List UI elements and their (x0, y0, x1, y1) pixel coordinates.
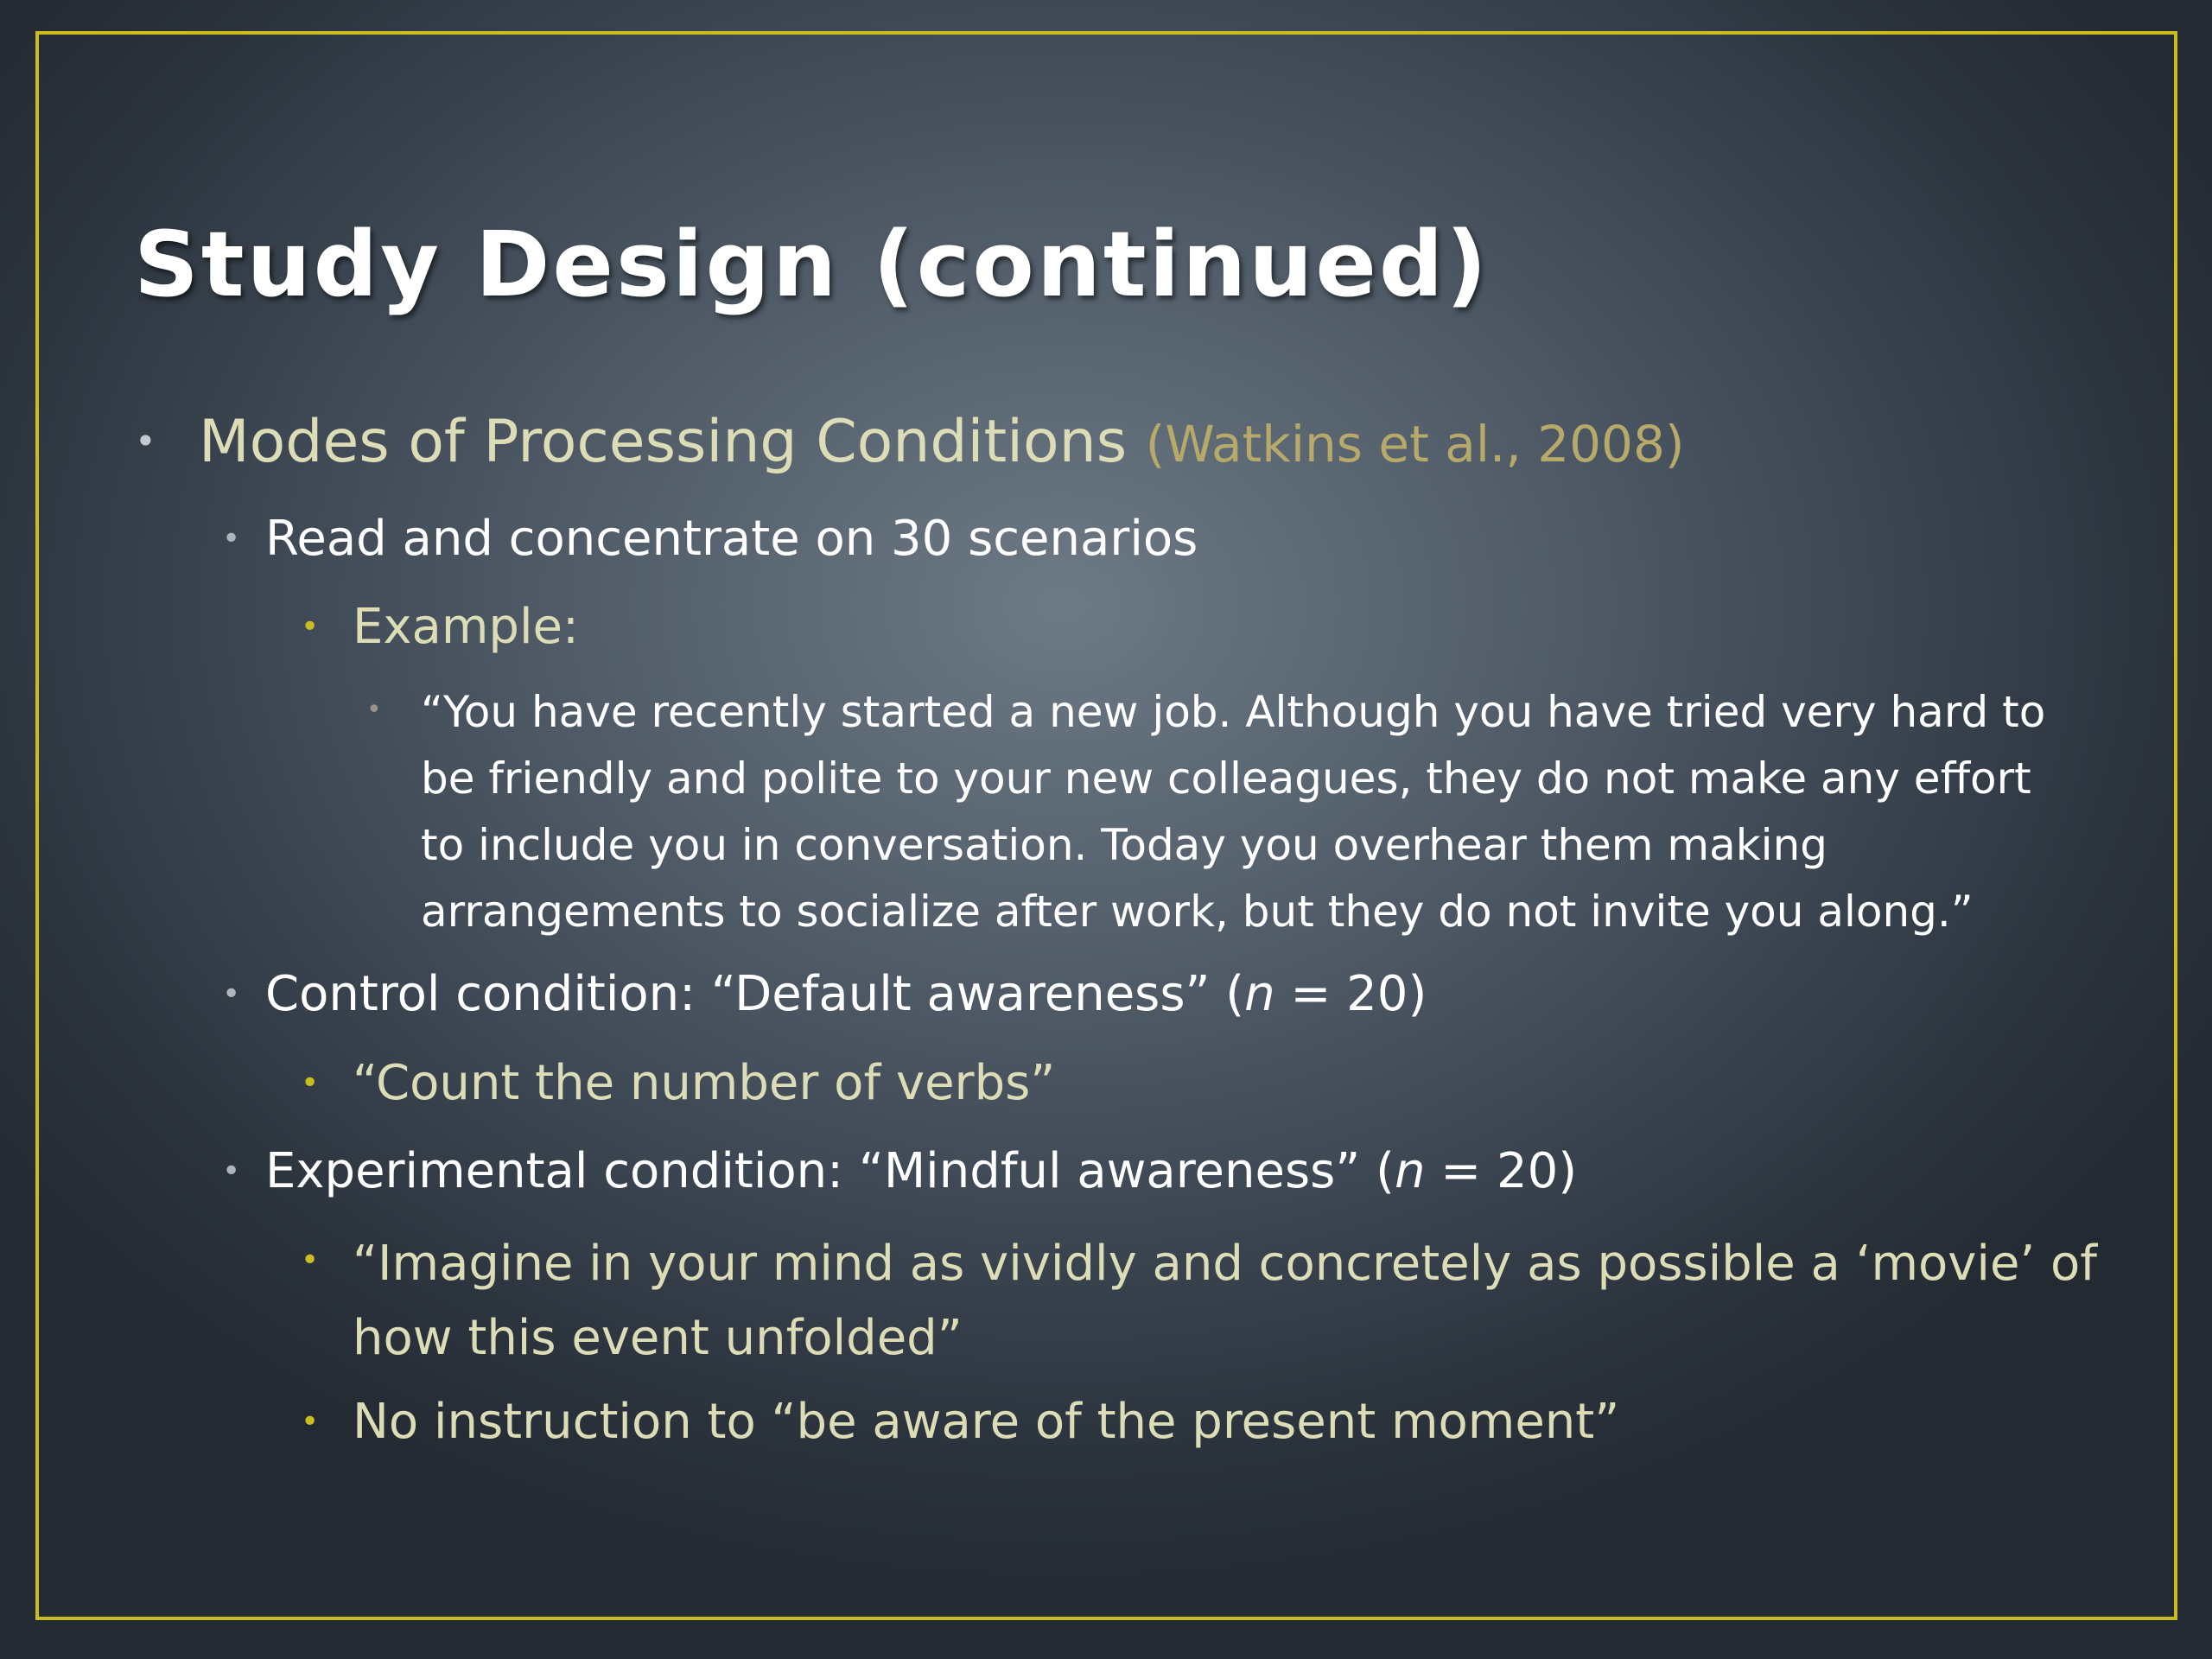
bullet-text (265, 1143, 1577, 1199)
quote-line: be friendly and polite to your new colleagues, they do not make any effort (421, 753, 2031, 804)
condition-label: Control condition: “Default awareness” ( (265, 966, 1245, 1022)
bullet-text (199, 408, 1684, 476)
bullet-dot-icon: • (301, 1065, 320, 1101)
bullet-text (265, 966, 1427, 1022)
bullet-dot-icon: • (366, 695, 382, 725)
bullet-dot-icon: • (222, 1154, 241, 1189)
bullet-dot-icon: • (222, 521, 241, 556)
sample-size-symbol: n (1244, 966, 1275, 1022)
quote-line: to include you in conversation. Today you overhear them making (421, 820, 1828, 870)
condition-label: Experimental condition: “Mindful awareness” ( (265, 1143, 1395, 1199)
slide-title: Study Design (continued) (134, 212, 1490, 317)
citation: (Watkins et al., 2008) (1145, 415, 1685, 474)
bullet-line: how this event unfolded” (353, 1310, 963, 1366)
bullet-dot-icon: • (301, 609, 320, 645)
bullet-dot-icon: • (222, 976, 241, 1012)
bullet-text: No instruction to “be aware of the present moment” (353, 1394, 1620, 1450)
bullet-dot-icon: • (135, 420, 156, 462)
bullet-dot-icon: • (301, 1243, 320, 1278)
bullet-line: “Imagine in your mind as vividly and concretely as possible a ‘movie’ of (353, 1236, 2097, 1292)
sample-size-value: = 20) (1425, 1143, 1578, 1199)
bullet-text: “Count the number of verbs” (353, 1055, 1056, 1111)
quote-line: “You have recently started a new job. Although you have tried very hard to (421, 687, 2046, 737)
bullet-dot-icon: • (301, 1404, 320, 1440)
scenario-quote (421, 679, 2045, 945)
sample-size-value: = 20) (1274, 966, 1427, 1022)
bullet-text: Example: (353, 599, 579, 655)
quote-line: arrangements to socialize after work, but they do not invite you along.” (421, 887, 1974, 937)
bullet-text (353, 1227, 2097, 1376)
sample-size-symbol: n (1394, 1143, 1426, 1199)
bullet-text: Read and concentrate on 30 scenarios (265, 511, 1198, 567)
bullet-heading: Modes of Processing Conditions (199, 408, 1128, 476)
